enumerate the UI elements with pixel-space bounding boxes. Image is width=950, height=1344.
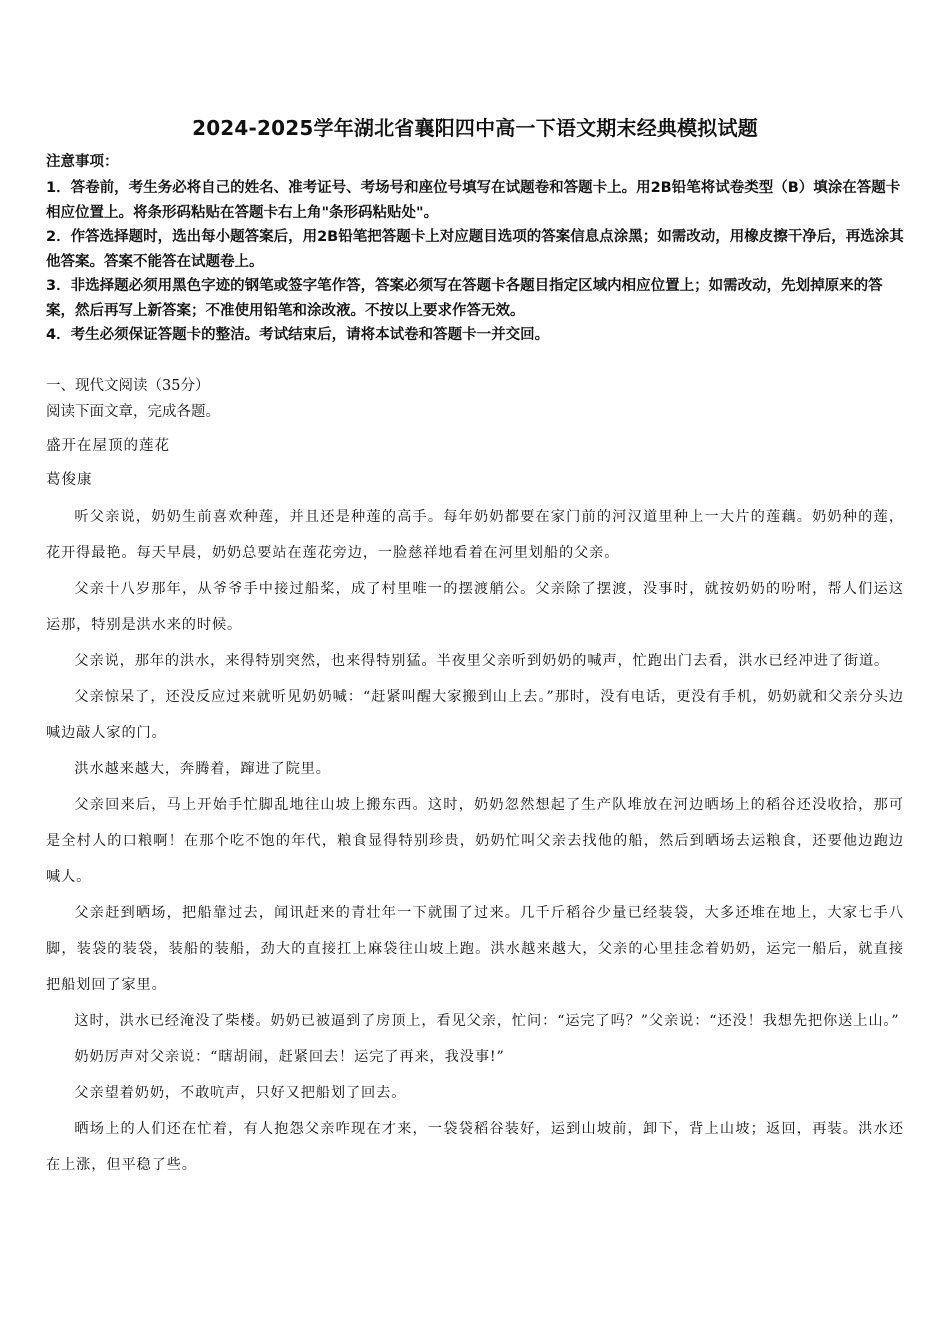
notice-item: 1．答卷前，考生务必将自己的姓名、准考证号、考场号和座位号填写在试题卷和答题卡上。用2B铅笔将试卷类型（B）填涂在答题卡相应位置上。将条形码粘贴在答题卡右上角"条形码粘贴处"。: [46, 180, 901, 221]
notice-heading: 注意事项：: [46, 154, 119, 170]
paragraph: 这时，洪水已经淹没了柴楼。奶奶已被逼到了房顶上，看见父亲，忙问：“运完了吗？”父亲说：“还没！我想先把你送上山。”: [74, 1013, 900, 1029]
article-author: 葛俊康: [46, 472, 93, 488]
paragraph: 听父亲说，奶奶生前喜欢种莲，并且还是种莲的高手。每年奶奶都要在家门前的河汉道里种上一大片的莲藕。奶奶种的莲，花开得最艳。每天早晨，奶奶总要站在莲花旁边，一脸慈祥地看着在河里划船的父亲。: [46, 509, 904, 561]
page-title: 2024-2025学年湖北省襄阳四中高一下语文期末经典模拟试题: [192, 116, 758, 140]
notice-item: 4．考生必须保证答题卡的整洁。考试结束后，请将本试卷和答题卡一并交回。: [46, 327, 550, 343]
notice-item: 2．作答选择题时，选出每小题答案后，用2B铅笔把答题卡上对应题目选项的答案信息点涂黑；如需改动，用橡皮擦干净后，再选涂其他答案。答案不能答在试题卷上。: [46, 229, 904, 270]
paragraph: 父亲说，那年的洪水，来得特别突然，也来得特别猛。半夜里父亲听到奶奶的喊声，忙跑出门去看，洪水已经冲进了街道。: [74, 653, 890, 669]
reading-instruction: 阅读下面文章，完成各题。: [46, 404, 220, 420]
section-heading: 一、现代文阅读（35分）: [46, 378, 210, 394]
paragraph: 父亲惊呆了，还没反应过来就听见奶奶喊：“赶紧叫醒大家搬到山上去。”那时，没有电话，更没有手机，奶奶就和父亲分头边喊边敲人家的门。: [46, 689, 904, 741]
paragraph: 晒场上的人们还在忙着，有人抱怨父亲咋现在才来，一袋袋稻谷装好，运到山坡前，卸下，背上山坡；返回，再装。洪水还在上涨，但平稳了些。: [46, 1121, 904, 1173]
article-title: 盛开在屋顶的莲花: [46, 438, 170, 454]
paragraph: 父亲赶到晒场，把船靠过去，闻讯赶来的青壮年一下就围了过来。几千斤稻谷少量已经装袋，大多还堆在地上，大家七手八脚，装袋的装袋，装船的装船，劲大的直接扛上麻袋往山坡上跑。洪水越来越大，父亲的心里挂念着奶奶，运完一船后，就直接把船划回了家里。: [46, 905, 904, 993]
article-body: [46, 499, 904, 1183]
notice-list: [46, 176, 906, 348]
paragraph: 父亲望着奶奶，不敢吭声，只好又把船划了回去。: [74, 1085, 407, 1101]
notice-item: 3．非选择题必须用黑色字迹的钢笔或签字笔作答，答案必须写在答题卡各题目指定区域内相应位置上；如需改动，先划掉原来的答案，然后再写上新答案；不准使用铅笔和涂改液。不按以上要求作答无效。: [46, 278, 883, 319]
paragraph: 奶奶厉声对父亲说：“瞎胡闹，赶紧回去！运完了再来，我没事!”: [74, 1049, 505, 1065]
paragraph: 父亲回来后，马上开始手忙脚乱地往山坡上搬东西。这时，奶奶忽然想起了生产队堆放在河边晒场上的稻谷还没收拾，那可是全村人的口粮啊！在那个吃不饱的年代，粮食显得特别珍贵，奶奶忙叫父亲去找他的船，然后到晒场去运粮食，还要他边跑边喊人。: [46, 797, 904, 885]
paragraph: 洪水越来越大，奔腾着，蹿进了院里。: [74, 761, 331, 777]
paragraph: 父亲十八岁那年，从爷爷手中接过船桨，成了村里唯一的摆渡艄公。父亲除了摆渡，没事时，就按奶奶的吩咐，帮人们运这运那，特别是洪水来的时候。: [46, 581, 904, 633]
